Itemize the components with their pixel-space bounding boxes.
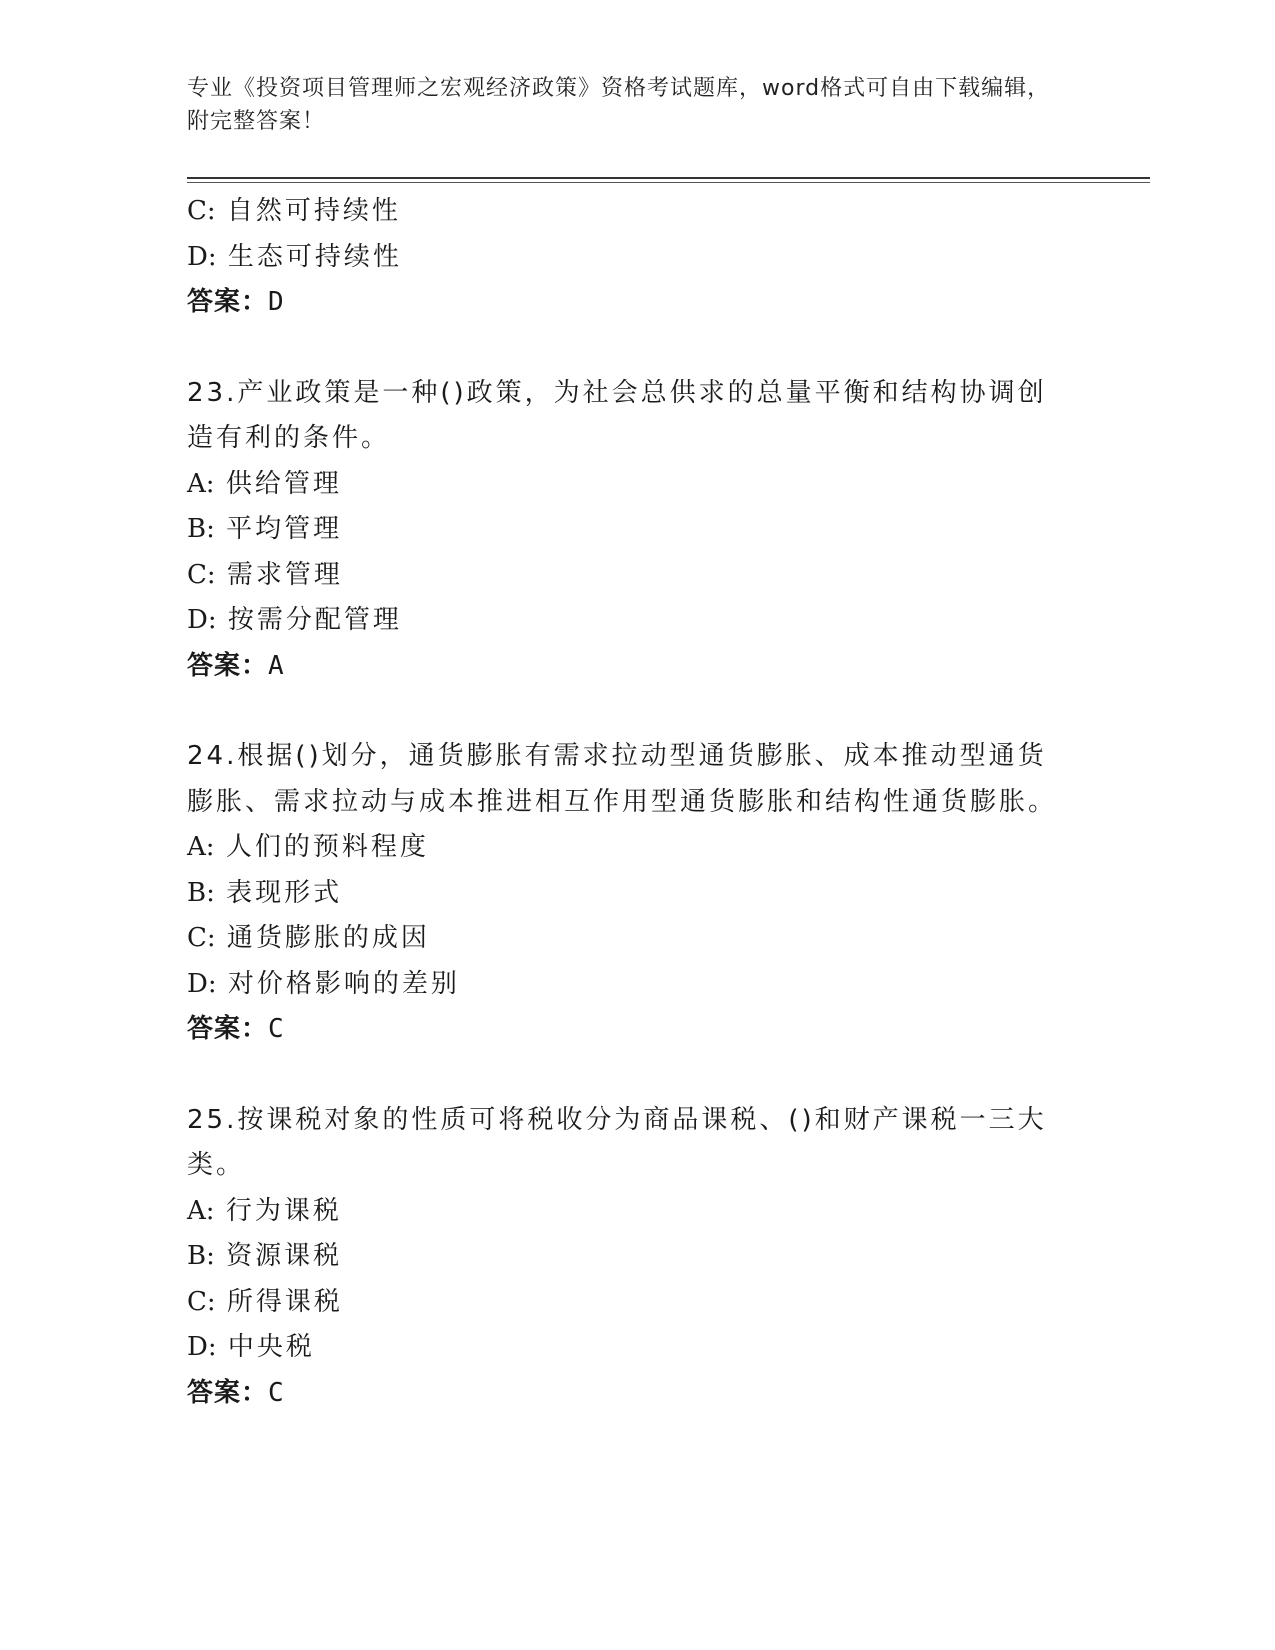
option-d: D: 生态可持续性 (187, 241, 402, 272)
question-block-24 (187, 734, 1067, 1053)
option-a: A: 人们的预料程度 (187, 832, 429, 862)
answer-line: 答案：D (187, 287, 285, 317)
option-c: C: 通货膨胀的成因 (187, 923, 430, 953)
option-c: C: 所得课税 (187, 1286, 343, 1317)
option-c: C: 自然可持续性 (187, 196, 401, 226)
option-a: A: 行为课税 (187, 1195, 342, 1226)
answer-line: 答案：C (187, 1377, 285, 1408)
spacer (187, 1053, 1067, 1098)
option-d: D: 中央税 (187, 1332, 315, 1362)
question-block-23 (187, 371, 1067, 690)
header-rule-thick (187, 177, 1150, 179)
question-content (187, 189, 1067, 1416)
option-a: A: 供给管理 (187, 468, 342, 499)
option-b: B: 平均管理 (187, 514, 343, 544)
question-block-continued (187, 189, 1067, 326)
spacer (187, 689, 1067, 734)
header-rule-thin (187, 182, 1150, 183)
option-d: D: 对价格影响的差别 (187, 968, 460, 999)
document-header: 专业《投资项目管理师之宏观经济政策》资格考试题库，word格式可自由下载编辑，附完整答案！ (187, 76, 1051, 134)
question-stem: 25.按课税对象的性质可将税收分为商品课税、()和财产课税一三大类。 (187, 1104, 1047, 1180)
spacer (187, 326, 1067, 371)
option-c: C: 需求管理 (187, 559, 343, 590)
option-b: B: 资源课税 (187, 1241, 343, 1271)
option-b: B: 表现形式 (187, 877, 343, 908)
question-stem: 23.产业政策是一种()政策，为社会总供求的总量平衡和结构协调创造有利的条件。 (187, 377, 1047, 453)
question-stem: 24.根据()划分，通货膨胀有需求拉动型通货膨胀、成本推动型通货膨胀、需求拉动与成本推进相互作用型通货膨胀和结构性通货膨胀。 (187, 741, 1058, 817)
option-d: D: 按需分配管理 (187, 605, 402, 635)
answer-line: 答案：C (187, 1014, 285, 1044)
question-block-25 (187, 1098, 1067, 1417)
answer-line: 答案：A (187, 650, 285, 681)
